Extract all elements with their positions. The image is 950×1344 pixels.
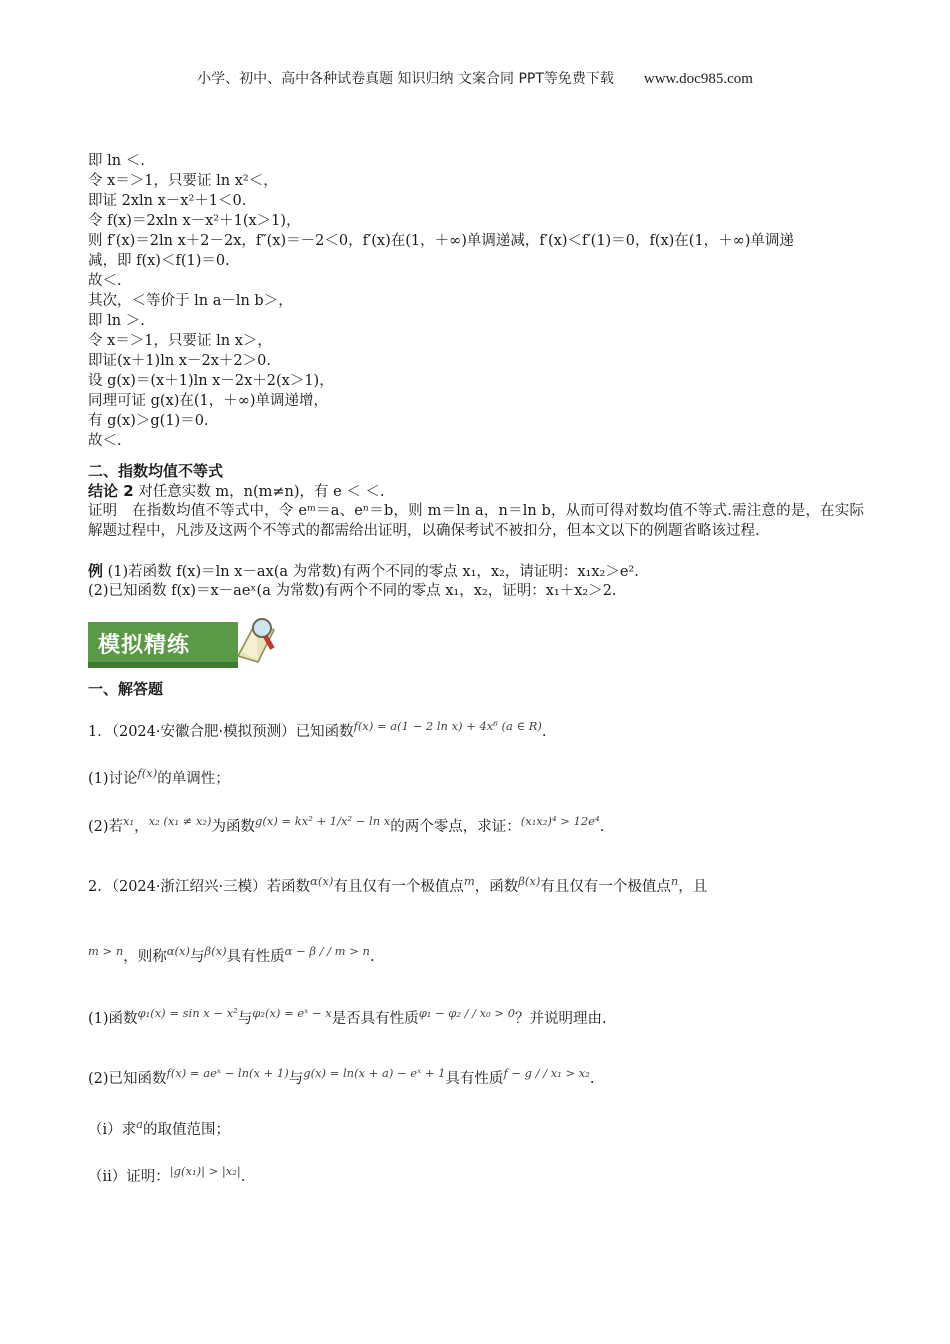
q2-p1-f3: φ₁ − φ₂ / / x₀ > 0 <box>418 1006 516 1020</box>
q2-p2-c: 具有性质 <box>445 1070 504 1087</box>
proof-line: 即证(x＋1)ln x－2x＋2＞0. <box>88 353 271 369</box>
q2-t1: 有且仅有一个极值点 <box>333 878 464 895</box>
q1-p2-f1: x₁ <box>123 814 135 828</box>
example-line-1 <box>88 561 639 582</box>
q2-i-f: a <box>136 1117 143 1131</box>
q2-stem-text: 2．（2024·浙江绍兴·三模）若函数 <box>88 878 311 895</box>
q1-stem-text: 1．（2024·安徽合肥·模拟预测）已知函数 <box>88 723 354 740</box>
q1-formula: f(x) = a(1 − 2 ln x) + 4x⁶ (a ∈ R) <box>353 719 542 733</box>
q1-stem <box>88 715 546 743</box>
q2-p1-a: (1)函数 <box>88 1010 138 1027</box>
section-answer-title: 一、解答题 <box>88 680 164 698</box>
proof-line: 减，即 f(x)＜f(1)＝0. <box>88 253 230 269</box>
q1-p2-a: (2)若 <box>88 818 124 835</box>
q2-part2-ii <box>88 1160 245 1188</box>
q2-c3: β(x) <box>204 944 227 958</box>
book-magnifier-icon <box>234 612 278 666</box>
q1-p2-c: ， <box>134 818 149 835</box>
q1-p2-b: 为函数 <box>211 818 256 835</box>
q2-p1-f1: φ₁(x) = sin x − x² <box>137 1006 238 1020</box>
q2-t8: . <box>369 948 375 965</box>
q2-c1: m > n <box>88 944 124 958</box>
proof-line: 故＜. <box>88 273 122 289</box>
q2-t6: 与 <box>190 948 205 965</box>
q2-fm: m <box>463 874 475 888</box>
banner-title: 模拟精练 <box>98 633 191 658</box>
proof-line: 即 ln ＜. <box>88 153 145 169</box>
proof-line: 设 g(x)＝(x＋1)ln x－2x＋2(x＞1)， <box>88 373 334 389</box>
q2-p2-b: 与 <box>288 1070 304 1087</box>
q2-fn: n <box>670 874 679 888</box>
conclusion-line <box>88 481 385 502</box>
q2-i-b: 的取值范围； <box>143 1121 230 1138</box>
conclusion-text: 对任意实数 m，n(m≠n)，有 e ＜ ＜. <box>133 484 385 500</box>
header-site: www.doc985.com <box>643 71 753 87</box>
q1-p1-a: (1)讨论 <box>88 770 138 787</box>
proof-line: 令 f(x)＝2xln x－x²＋1(x＞1)， <box>88 213 301 229</box>
q2-p2-a: (2)已知函数 <box>88 1070 167 1087</box>
q2-t2: ，函数 <box>474 878 519 895</box>
proof-line: 其次，＜等价于 ln a－ln b＞， <box>88 293 293 309</box>
q1-p2-f3: g(x) = kx² + 1/x² − ln x <box>255 814 391 828</box>
q2-fa: α(x) <box>310 874 334 888</box>
proof-line: 即 ln ＞. <box>88 313 145 329</box>
q2-ii-b: . <box>240 1168 246 1185</box>
q2-p1-f2: φ₂(x) = eˣ − x <box>252 1006 332 1020</box>
q2-t7: 具有性质 <box>226 948 285 965</box>
proof-line: 同理可证 g(x)在(1，＋∞)单调递增， <box>88 393 328 409</box>
q1-p2-f4: (x₁x₂)⁴ > 12e⁴ <box>520 814 600 828</box>
q2-t5: ，则称 <box>123 948 167 965</box>
q1-end: . <box>541 723 547 740</box>
q2-i-a: （i）求 <box>88 1121 137 1138</box>
q2-c4: α − β / / m > n <box>284 944 370 958</box>
q1-part1 <box>88 762 230 790</box>
proof-line: 则 f′(x)＝2ln x＋2－2x，f″(x)＝－2＜0，f′(x)在(1，＋∞)单调递减，f′(x)＜f′(1)＝0，f(x)在(1，＋∞)单调递 <box>88 233 794 249</box>
q2-stem <box>88 870 707 898</box>
q1-p1-formula: f(x) <box>137 766 158 780</box>
q2-ii-f: |g(x₁)| > |x₂| <box>169 1164 241 1178</box>
q2-p2-f2: g(x) = ln(x + a) − eˣ + 1 <box>303 1066 446 1080</box>
q2-p1-b: 与 <box>237 1010 253 1027</box>
q2-p2-f1: f(x) = aeˣ − ln(x + 1) <box>166 1066 289 1080</box>
q2-p2-d: . <box>589 1070 595 1087</box>
q2-ii-a: （ii）证明： <box>88 1168 170 1185</box>
q2-c2: α(x) <box>166 944 190 958</box>
example-p1: (1)若函数 f(x)＝ln x－ax(a 为常数)有两个不同的零点 x₁，x₂，请证明：x₁x₂＞e². <box>103 564 639 580</box>
proof-line: 令 x＝＞1，只要证 ln x＞， <box>88 333 272 349</box>
page-header <box>0 68 950 88</box>
proof-line: 有 g(x)＞g(1)＝0. <box>88 413 209 429</box>
q2-t4: ，且 <box>678 878 708 895</box>
q1-part2 <box>88 810 604 838</box>
q1-p1-b: 的单调性； <box>157 770 230 787</box>
q2-t3: 有且仅有一个极值点 <box>540 878 671 895</box>
q1-p2-f2: x₂ (x₁ ≠ x₂) <box>148 814 212 828</box>
q2-p2-f3: f − g / / x₁ > x₂ <box>503 1066 590 1080</box>
q2-p1-c: 是否具有性质 <box>331 1010 419 1027</box>
example-label: 例 <box>88 562 104 580</box>
q1-p2-d: 的两个零点，求证： <box>390 818 521 835</box>
q2-definition <box>88 940 375 968</box>
q2-part1 <box>88 1002 607 1030</box>
conclusion-label: 结论 2 <box>88 482 134 500</box>
example-line-2: (2)已知函数 f(x)＝x－aeˣ(a 为常数)有两个不同的零点 x₁，x₂，证明：x₁＋x₂＞2. <box>88 583 617 599</box>
section2-title: 二、指数均值不等式 <box>88 462 224 480</box>
q2-part2 <box>88 1062 594 1090</box>
proof-line: 故＜. <box>88 433 122 449</box>
q2-fb: β(x) <box>518 874 541 888</box>
practice-banner <box>88 612 278 668</box>
proof-line: 即证 2xln x－x²＋1＜0. <box>88 193 247 209</box>
q1-p2-e: . <box>599 818 605 835</box>
header-text: 小学、初中、高中各种试卷真题 知识归纳 文案合同 PPT等免费下载 <box>197 71 614 87</box>
proof-paragraph: 证明 在指数均值不等式中，令 eᵐ＝a、eⁿ＝b，则 m＝ln a，n＝ln b，从而可得对数均值不等式.需注意的是，在实际解题过程中，凡涉及这两个不等式的都需给出证明，以确保考试不被扣分，但本文以下的例题省略该过程. <box>88 503 864 539</box>
q2-p1-d: ？并说明理由. <box>515 1010 607 1027</box>
q2-part2-i <box>88 1113 230 1141</box>
proof-line: 令 x＝＞1，只要证 ln x²＜， <box>88 173 278 189</box>
